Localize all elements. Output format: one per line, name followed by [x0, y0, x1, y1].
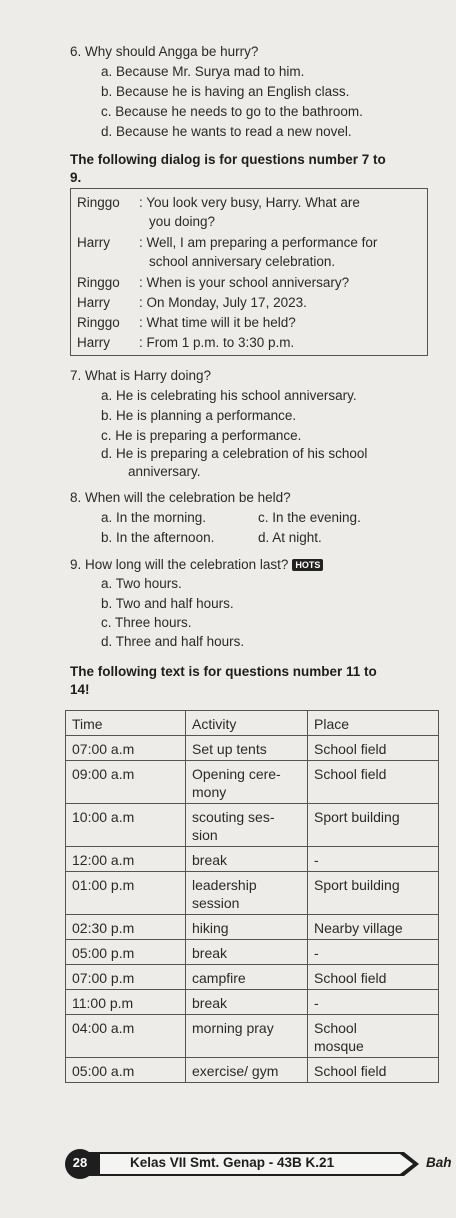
dialog-intro-line1: The following dialog is for questions number 7 to — [70, 152, 386, 167]
dialog-line: : You look very busy, Harry. What are — [139, 195, 360, 210]
dialog-speaker: Ringgo — [77, 195, 120, 210]
q8-option-a: a. In the morning. — [101, 510, 207, 525]
table-row — [66, 736, 439, 761]
cell-time: 05:00 a.m — [66, 1058, 186, 1083]
cell-place: Sport building — [308, 872, 439, 915]
footer-right-text: Bah — [426, 1155, 452, 1170]
dialog-speaker: Ringgo — [77, 275, 120, 290]
cell-time: 05:00 p.m — [66, 940, 186, 965]
schedule-table — [65, 710, 439, 1083]
q8-option-b: b. In the afternoon. — [101, 530, 215, 545]
q8-option-d: d. At night. — [258, 530, 322, 545]
dialog-speaker: Harry — [77, 335, 110, 350]
cell-place: - — [308, 940, 439, 965]
dialog-line: : From 1 p.m. to 3:30 p.m. — [139, 335, 295, 350]
cell-time: 07:00 a.m — [66, 736, 186, 761]
dialog-intro-line2: 9. — [70, 170, 82, 185]
q6-option-b: b. Because he is having an English class. — [101, 84, 350, 99]
footer-label: Kelas VII Smt. Genap - 43B K.21 — [130, 1155, 335, 1170]
table-row — [66, 1058, 439, 1083]
cell-place: School field — [308, 1058, 439, 1083]
cell-time: 04:00 a.m — [66, 1015, 186, 1058]
q7-option-c: c. He is preparing a performance. — [101, 428, 302, 443]
cell-place: School field — [308, 965, 439, 990]
q6-option-d: d. Because he wants to read a new novel. — [101, 124, 352, 139]
hots-badge: HOTS — [292, 559, 323, 571]
page-number: 28 — [72, 1155, 88, 1170]
table-row — [66, 915, 439, 940]
cell-place: School field — [308, 761, 439, 804]
q7-option-d: d. He is preparing a celebration of his school — [101, 446, 368, 461]
table-row — [66, 761, 439, 804]
cell-activity: break — [186, 847, 308, 872]
cell-time: 09:00 a.m — [66, 761, 186, 804]
cell-activity: break — [186, 990, 308, 1015]
cell-place: - — [308, 847, 439, 872]
dialog-box — [70, 188, 428, 356]
cell-time: 02:30 p.m — [66, 915, 186, 940]
cell-place: - — [308, 990, 439, 1015]
schedule-intro-line1: The following text is for questions number 11 to — [70, 664, 377, 679]
cell-time: 11:00 p.m — [66, 990, 186, 1015]
cell-time: 01:00 p.m — [66, 872, 186, 915]
cell-activity: exercise/ gym — [186, 1058, 308, 1083]
schedule-intro-line2: 14! — [70, 682, 90, 697]
header-time: Time — [66, 711, 186, 736]
table-row — [66, 847, 439, 872]
cell-time: 07:00 p.m — [66, 965, 186, 990]
cell-activity: Opening cere- mony — [186, 761, 308, 804]
q8-option-c: c. In the evening. — [258, 510, 361, 525]
q9-option-c: c. Three hours. — [101, 615, 192, 630]
cell-time: 12:00 a.m — [66, 847, 186, 872]
cell-activity: leadership session — [186, 872, 308, 915]
table-row — [66, 990, 439, 1015]
cell-place: School mosque — [308, 1015, 439, 1058]
table-row — [66, 804, 439, 847]
cell-place: Nearby village — [308, 915, 439, 940]
q7-option-a: a. He is celebrating his school anniversary. — [101, 388, 357, 403]
dialog-speaker: Ringgo — [77, 315, 120, 330]
q7-option-b: b. He is planning a performance. — [101, 408, 297, 423]
cell-activity: break — [186, 940, 308, 965]
cell-time: 10:00 a.m — [66, 804, 186, 847]
question-7: 7. What is Harry doing? — [70, 368, 212, 383]
table-row — [66, 872, 439, 915]
dialog-line: : When is your school anniversary? — [139, 275, 350, 290]
cell-place: Sport building — [308, 804, 439, 847]
q6-option-c: c. Because he needs to go to the bathroom. — [101, 104, 363, 119]
question-6: 6. Why should Angga be hurry? — [70, 44, 259, 59]
header-place: Place — [308, 711, 439, 736]
table-row — [66, 965, 439, 990]
header-activity: Activity — [186, 711, 308, 736]
dialog-line: you doing? — [149, 214, 216, 229]
cell-activity: Set up tents — [186, 736, 308, 761]
table-row — [66, 940, 439, 965]
schedule-body — [66, 736, 439, 1083]
cell-place: School field — [308, 736, 439, 761]
cell-activity: campfire — [186, 965, 308, 990]
q9-option-b: b. Two and half hours. — [101, 596, 234, 611]
dialog-line: : Well, I am preparing a performance for — [139, 235, 378, 250]
cell-activity: morning pray — [186, 1015, 308, 1058]
cell-activity: scouting ses- sion — [186, 804, 308, 847]
q9-option-d: d. Three and half hours. — [101, 634, 245, 649]
dialog-line: : On Monday, July 17, 2023. — [139, 295, 307, 310]
question-8: 8. When will the celebration be held? — [70, 490, 291, 505]
q6-option-a: a. Because Mr. Surya mad to him. — [101, 64, 305, 79]
table-row — [66, 1015, 439, 1058]
q7-option-d-cont: anniversary. — [128, 464, 201, 479]
question-9-text: 9. How long will the celebration last? — [70, 557, 289, 572]
dialog-speaker: Harry — [77, 235, 110, 250]
dialog-line: school anniversary celebration. — [149, 254, 336, 269]
dialog-line: : What time will it be held? — [139, 315, 296, 330]
table-header-row — [66, 711, 439, 736]
q9-option-a: a. Two hours. — [101, 576, 182, 591]
dialog-speaker: Harry — [77, 295, 110, 310]
cell-activity: hiking — [186, 915, 308, 940]
question-9 — [70, 557, 323, 572]
